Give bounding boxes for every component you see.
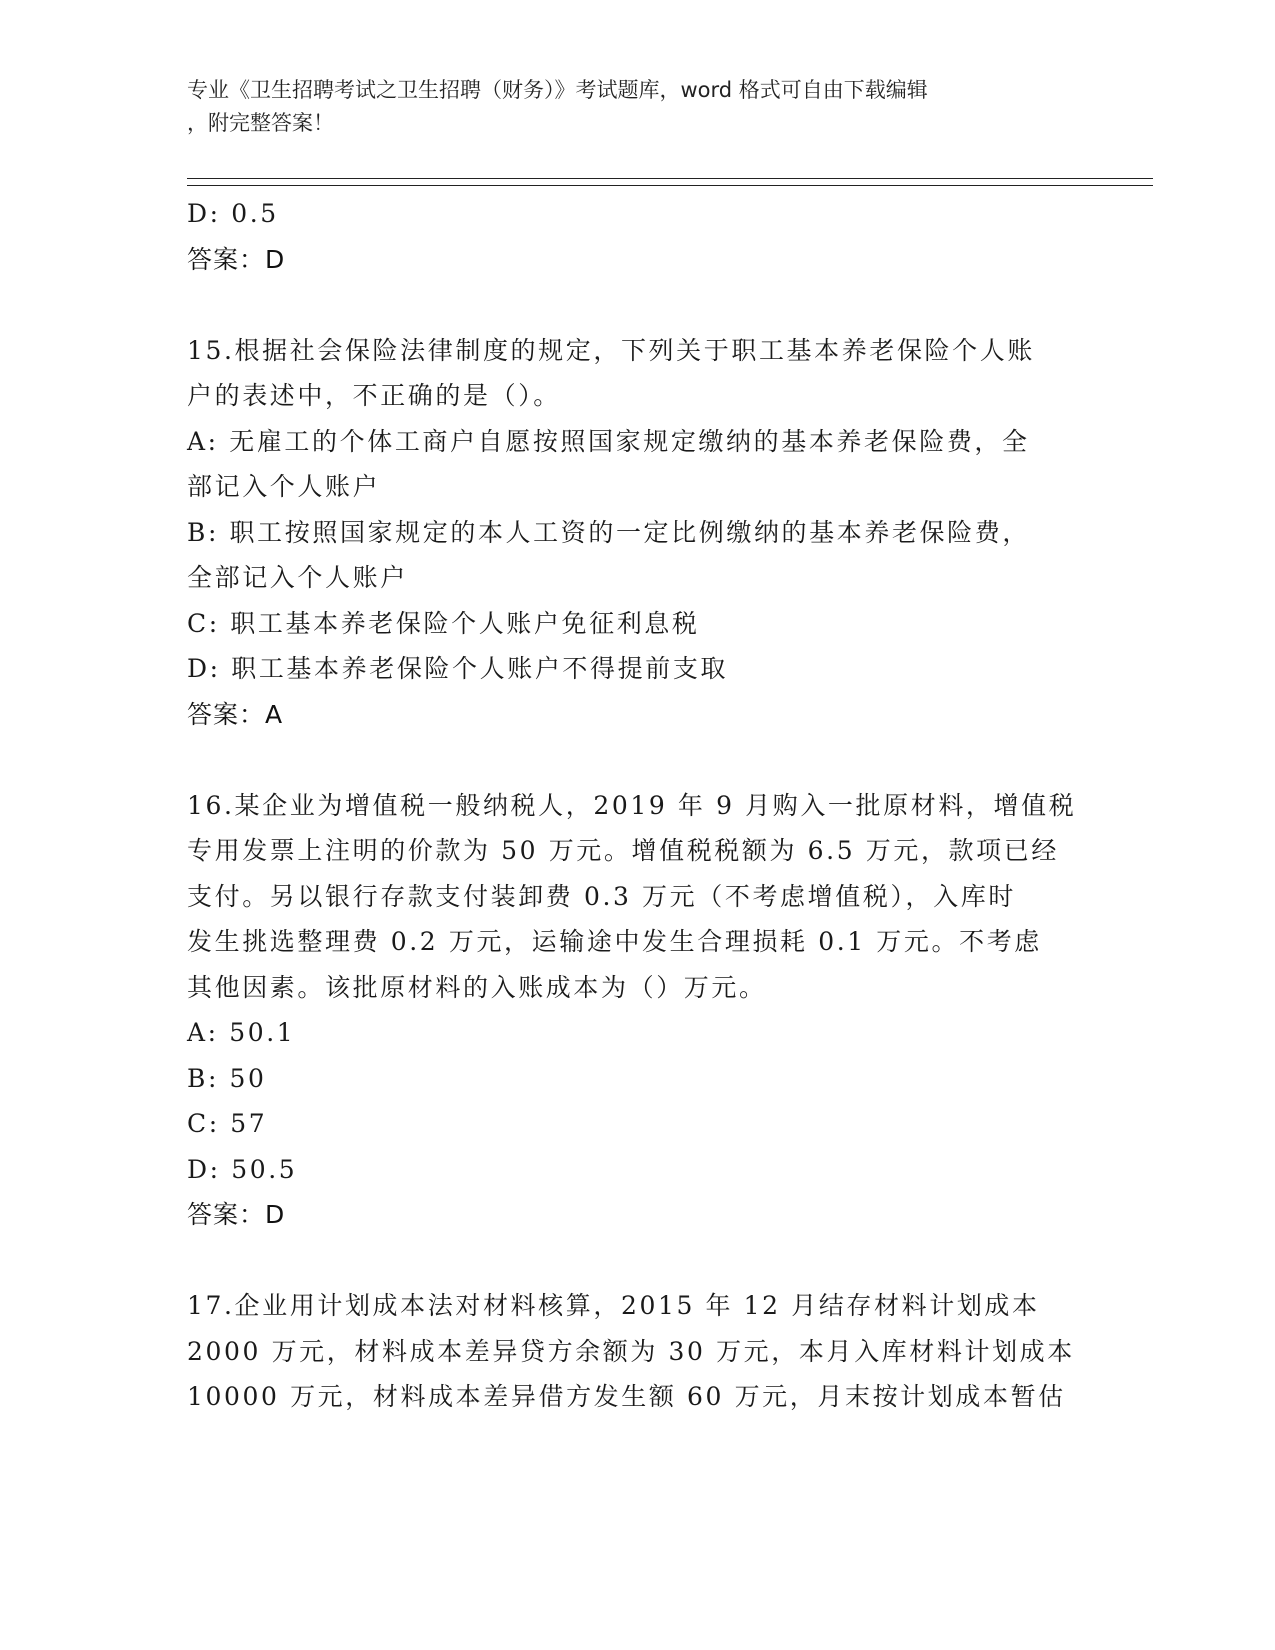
question-stem-line: 10000 万元，材料成本差异借方发生额 60 万元，月末按计划成本暂估 bbox=[187, 1382, 1066, 1411]
question-stem-line: 15.根据社会保险法律制度的规定，下列关于职工基本养老保险个人账 bbox=[187, 335, 1035, 365]
question-17 bbox=[187, 1283, 1087, 1420]
spacer bbox=[187, 737, 1087, 783]
question-15 bbox=[187, 328, 1087, 738]
spacer bbox=[187, 282, 1087, 328]
option-a-continued: 部记入个人账户 bbox=[187, 472, 381, 501]
option-b: B: 职工按照国家规定的本人工资的一定比例缴纳的基本养老保险费， bbox=[187, 517, 1030, 547]
question-stem-line: 其他因素。该批原材料的入账成本为（）万元。 bbox=[187, 972, 767, 1002]
option-b: B: 50 bbox=[187, 1063, 267, 1093]
question-stem-line: 户的表述中，不正确的是（）。 bbox=[187, 381, 561, 410]
option-c: C: 57 bbox=[187, 1109, 268, 1138]
header-line-1: 专业《卫生招聘考试之卫生招聘（财务）》考试题库，word 格式可自由下载编辑 bbox=[187, 78, 928, 102]
page-header bbox=[187, 74, 1087, 140]
spacer bbox=[187, 1238, 1087, 1284]
header-line-2: ，附完整答案！ bbox=[187, 111, 334, 135]
question-stem-line: 支付。另以银行存款支付装卸费 0.3 万元（不考虑增值税），入库时 bbox=[187, 881, 1016, 911]
answer-label: 答案：A bbox=[187, 699, 284, 729]
option-c: C: 职工基本养老保险个人账户免征利息税 bbox=[187, 608, 700, 638]
option-a: A: 50.1 bbox=[187, 1018, 296, 1047]
question-stem-line: 2000 万元，材料成本差异贷方余额为 30 万元，本月入库材料计划成本 bbox=[187, 1336, 1075, 1366]
previous-question-tail bbox=[187, 191, 1087, 282]
question-stem-line: 17.企业用计划成本法对材料核算，2015 年 12 月结存材料计划成本 bbox=[187, 1291, 1040, 1320]
option-d: D: 职工基本养老保险个人账户不得提前支取 bbox=[187, 654, 729, 683]
option-d: D: 0.5 bbox=[187, 199, 279, 228]
option-d: D: 50.5 bbox=[187, 1154, 298, 1184]
question-stem-line: 发生挑选整理费 0.2 万元，运输途中发生合理损耗 0.1 万元。不考虑 bbox=[187, 927, 1042, 956]
header-divider bbox=[187, 178, 1153, 186]
answer-label: 答案：D bbox=[187, 1200, 286, 1229]
question-stem-line: 专用发票上注明的价款为 50 万元。增值税税额为 6.5 万元，款项已经 bbox=[187, 836, 1059, 865]
option-b-continued: 全部记入个人账户 bbox=[187, 563, 408, 592]
question-16 bbox=[187, 783, 1087, 1238]
answer-label: 答案：D bbox=[187, 244, 286, 274]
question-stem-line: 16.某企业为增值税一般纳税人，2019 年 9 月购入一批原材料，增值税 bbox=[187, 790, 1077, 820]
option-a: A: 无雇工的个体工商户自愿按照国家规定缴纳的基本养老保险费，全 bbox=[187, 426, 1030, 456]
document-body bbox=[187, 191, 1087, 1420]
